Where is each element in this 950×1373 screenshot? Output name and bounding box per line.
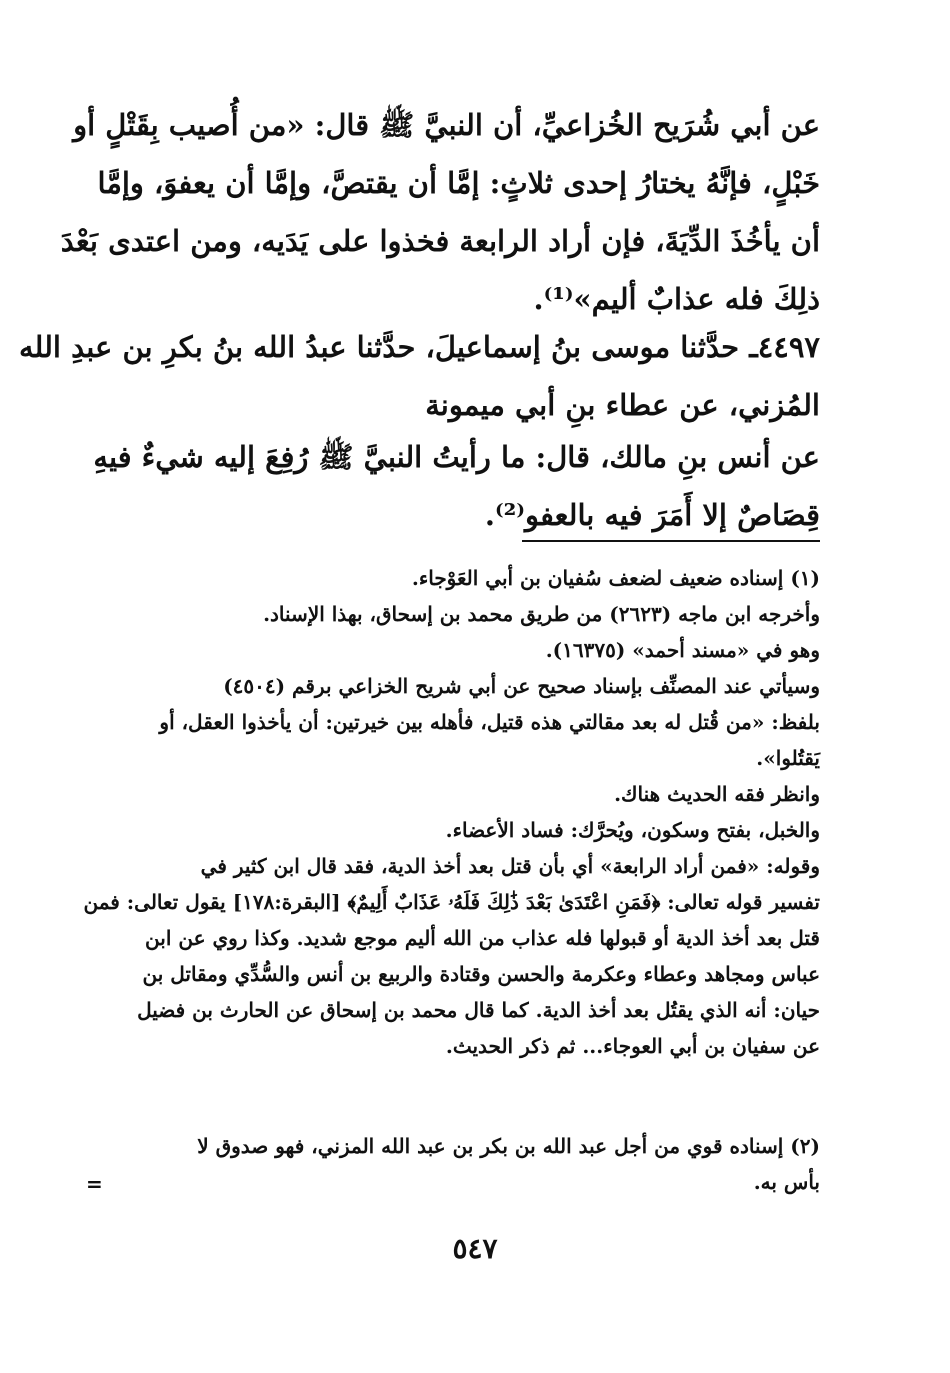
footnote-line: وسيأتي عند المصنِّف بإسناد صحيح عن أبي شريح الخزاعي برقم (٤٥٠٤) — [223, 674, 820, 698]
text-line: عن أنس بنِ مالك، قال: ما رأيتُ النبيَّ ﷺ رُفِعَ إليه شيءٌ فيهِ — [93, 440, 820, 474]
text-line: ذلِكَ فله عذابٌ أليم»⁽¹⁾. — [533, 282, 820, 316]
text-line: ٤٤٩٧ـ حدَّثنا موسى بنُ إسماعيلَ، حدَّثنا عبدُ الله بنُ بكرِ بن عبدِ الله — [18, 330, 820, 364]
footnote-line: قتل بعد أخذ الدية أو قبولها فله عذاب من الله أليم موجع شديد. وكذا روي عن ابن — [145, 926, 820, 950]
footnote-line: يَقتُلوا». — [756, 746, 820, 770]
footnote-line: وانظر فقه الحديث هناك. — [614, 782, 820, 806]
footnote-line: وهو في «مسند أحمد» (١٦٣٧٥). — [545, 638, 820, 662]
footnote-line: وأخرجه ابن ماجه (٢٦٢٣) من طريق محمد بن إسحاق، بهذا الإسناد. — [263, 602, 820, 626]
text-line: المُزني، عن عطاء بنِ أبي ميمونة — [425, 388, 820, 422]
hadith-chain-4497 — [18, 318, 820, 434]
footnote-line: وقوله: «فمن أراد الرابعة» أي بأن قتل بعد أخذ الدية، فقد قال ابن كثير في — [200, 854, 820, 878]
footnote-line: (١) إسناده ضعيف لضعف سُفيان بن أبي العَوْجاء. — [411, 566, 820, 590]
footnote-divider — [522, 540, 820, 542]
footnote-line: حيان: أنه الذي يقتُل بعد أخذ الدية. كما قال محمد بن إسحاق عن الحارث بن فضيل — [137, 998, 820, 1022]
footnote-line: بأس به. — [753, 1170, 820, 1194]
footnote-line: والخبل، بفتح وسكون، ويُحرَّك: فساد الأعضاء. — [445, 818, 820, 842]
footnote-line: بلفظ: «من قُتل له بعد مقالتي هذه قتيل، فأهله بين خيرتين: أن يأخذوا العقل، أو — [159, 710, 820, 734]
text-line: عن أبي شُرَيح الخُزاعيِّ، أن النبيَّ ﷺ قال: «من أُصيب بِقَتْلٍ أو — [73, 108, 820, 142]
continuation-mark: = — [86, 1172, 103, 1196]
footnote-line: عن سفيان بن أبي العوجاء... ثم ذكر الحديث. — [445, 1034, 820, 1058]
footnote-1 — [83, 560, 820, 1064]
footnote-line: عباس ومجاهد وعطاء وعكرمة والحسن وقتادة والربيع بن أنس والسُّدِّي ومقاتل بن — [142, 962, 820, 986]
hadith-text-2 — [93, 428, 820, 544]
hadith-text-1 — [60, 96, 820, 328]
footnote-line: تفسير قوله تعالى: ﴿فَمَنِ اعْتَدَىٰ بَعْدَ ذَٰلِكَ فَلَهُۥ عَذَابٌ أَلِيمٌ﴾ [البقرة:١٧٨] يقول تعالى: فمن — [83, 890, 820, 914]
footnote-2 — [88, 1128, 820, 1200]
text-line: قِصَاصٌ إلا أَمَرَ فيه بالعفو⁽²⁾. — [484, 498, 820, 532]
footnote-line: (٢) إسناده قوي من أجل عبد الله بن بكر بن عبد الله المزني، فهو صدوق لا — [197, 1134, 820, 1158]
text-line: خَبْلٍ، فإنَّهُ يختارُ إحدى ثلاثٍ: إمَّا أن يقتصَّ، وإمَّا أن يعفوَ، وإمَّا — [97, 166, 820, 200]
page-number: ٥٤٧ — [452, 1232, 498, 1265]
text-line: أن يأخُذَ الدِّيَةَ، فإن أراد الرابعة فخذوا على يَدَيه، ومن اعتدى بَعْدَ — [60, 224, 820, 258]
